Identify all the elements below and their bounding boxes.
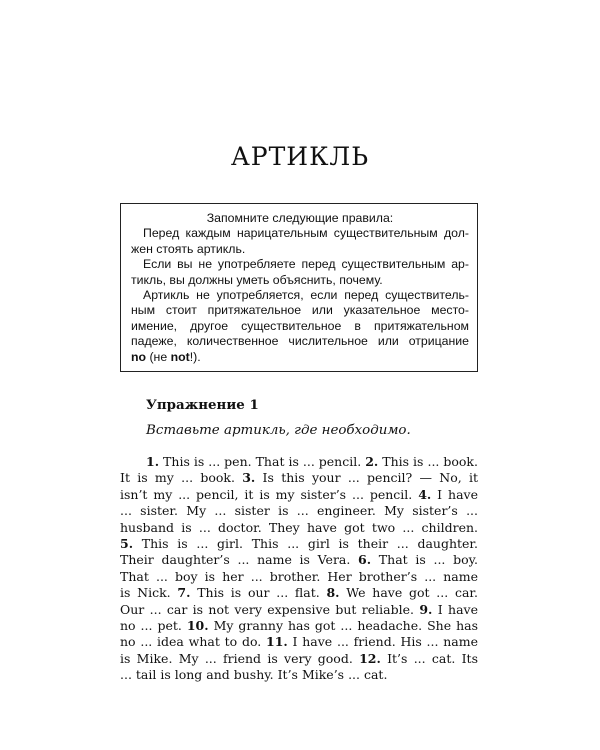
sentence-number: 1. bbox=[146, 454, 160, 469]
exercise-text-segment: I have bbox=[432, 601, 478, 617]
exercise-text-segment: is Nick. bbox=[120, 585, 178, 601]
rule-3-line-5 bbox=[131, 350, 469, 365]
exercise-text-segment: It’s ... cat. Its bbox=[380, 650, 478, 666]
exercise-line bbox=[120, 470, 478, 486]
exercise-line bbox=[120, 503, 478, 519]
exercise-text-segment: no ... pet. bbox=[120, 618, 187, 634]
paren-close: !). bbox=[189, 349, 201, 364]
exercise-text-segment: This is ... book. bbox=[378, 454, 478, 469]
rule-2-line-1: Если вы не употребляете перед существительным ар- bbox=[143, 257, 469, 272]
exercise-text bbox=[120, 454, 478, 684]
exercise-text-segment: This is our ... flat. bbox=[190, 585, 327, 601]
sentence-number: 5. bbox=[120, 536, 134, 552]
exercise-line bbox=[120, 454, 478, 470]
sentence-number: 3. bbox=[242, 470, 256, 486]
exercise-text-segment: It is my ... book. bbox=[120, 470, 243, 486]
sentence-number: 4. bbox=[418, 486, 432, 502]
sentence-number: 6. bbox=[358, 552, 372, 568]
exercise-line bbox=[120, 536, 478, 552]
exercise-text-segment: That ... boy is her ... brother. Her brother’s ... name bbox=[120, 568, 478, 584]
exercise-line bbox=[120, 618, 478, 634]
exercise-text-segment: I have ... friend. His ... name bbox=[287, 634, 478, 650]
exercise-text-segment: husband is ... doctor. They have got two ... children. bbox=[120, 519, 478, 535]
exercise-text-segment: Their daughter’s ... name is Vera. bbox=[120, 552, 359, 568]
exercise-text-segment: isn’t my ... pencil, it is my sister’s ... pencil. bbox=[120, 486, 419, 502]
rule-1-line-2: жен стоять артикль. bbox=[131, 241, 246, 256]
exercise-line bbox=[120, 667, 478, 683]
rules-heading: Запомните следующие правила: bbox=[206, 211, 394, 225]
exercise-line bbox=[120, 569, 478, 585]
exercise-text-segment: That is ... boy. bbox=[371, 552, 478, 568]
rule-3-line-3: имение, другое существительное в притяжательном bbox=[131, 318, 469, 333]
sentence-number: 8. bbox=[326, 585, 340, 601]
sentence-number: 2. bbox=[365, 454, 379, 469]
exercise-line bbox=[120, 487, 478, 503]
exercise-line bbox=[120, 634, 478, 650]
exercise-line bbox=[120, 552, 478, 568]
exercise-text-segment: We have got ... car. bbox=[339, 585, 478, 601]
exercise-instruction: Вставьте артикль, где необходимо. bbox=[146, 423, 411, 438]
sentence-number: 12. bbox=[359, 650, 381, 666]
rule-3-line-1: Артикль не употребляется, если перед существитель- bbox=[143, 288, 469, 303]
exercise-line bbox=[120, 585, 478, 601]
exercise-title: Упражнение 1 bbox=[146, 397, 259, 413]
rule-2-line-2: тикль, вы должны уметь объяснить, почему. bbox=[131, 272, 383, 287]
exercise-text-segment: ... tail is long and bushy. It’s Mike’s ... cat. bbox=[120, 667, 388, 683]
exercise-text-segment: is Mike. My ... friend is very good. bbox=[120, 650, 360, 666]
rules-box bbox=[120, 203, 478, 372]
exercise-text-segment: Is this your ... pencil? — No, it bbox=[255, 470, 478, 486]
keyword-not: not bbox=[170, 349, 190, 364]
exercise-text-segment: I have bbox=[431, 486, 479, 502]
exercise-text-segment: ... sister. My ... sister is ... engineer. My sister’s ... bbox=[120, 503, 478, 519]
exercise-line bbox=[120, 602, 478, 618]
sentence-number: 9. bbox=[419, 601, 433, 617]
paren-open: (не bbox=[146, 349, 171, 364]
keyword-no: no bbox=[131, 349, 147, 364]
sentence-number: 11. bbox=[266, 634, 288, 650]
rule-3-line-4: падеже, количественное числительное или отрицание bbox=[131, 334, 469, 349]
exercise-text-segment: This is ... girl. This ... girl is their ... daughter. bbox=[133, 536, 478, 552]
exercise-text-segment: My granny has got ... headache. She has bbox=[208, 618, 478, 634]
exercise-text-segment: Our ... car is not very expensive but reliable. bbox=[120, 601, 420, 617]
exercise-text-segment: no ... idea what to do. bbox=[120, 634, 267, 650]
sentence-number: 10. bbox=[186, 618, 209, 634]
rule-3-line-2: ным стоит притяжательное или указательное место- bbox=[131, 303, 469, 318]
rule-1-line-1: Перед каждым нарицательным существительным дол- bbox=[143, 226, 469, 241]
sentence-number: 7. bbox=[177, 585, 191, 601]
exercise-text-segment: This is ... pen. That is ... pencil. bbox=[159, 454, 366, 469]
exercise-line bbox=[120, 520, 478, 536]
page-title: АРТИКЛЬ bbox=[230, 142, 370, 171]
exercise-line bbox=[120, 651, 478, 667]
